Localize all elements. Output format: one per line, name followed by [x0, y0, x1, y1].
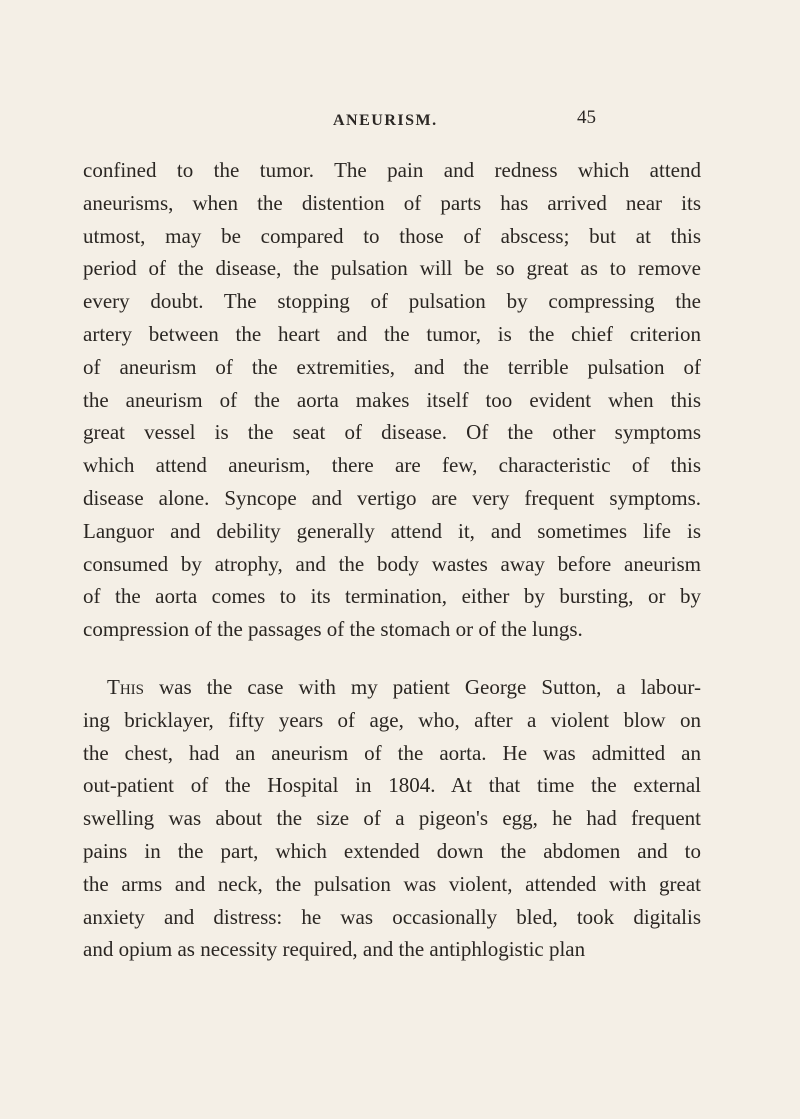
- paragraph-symptoms: [83, 154, 701, 646]
- text-fragment: was the case with my patient George Sutton, a labour-: [144, 675, 701, 699]
- text-line: ing bricklayer, fifty years of age, who, after a violent blow on: [83, 707, 701, 732]
- text-line: period of the disease, the pulsation will be so great as to remove: [83, 256, 701, 281]
- opening-word: This: [107, 675, 144, 699]
- text-line: out-patient of the Hospital in 1804. At that time the external: [83, 773, 701, 798]
- page-number: 45: [577, 107, 596, 128]
- text-line: anxiety and distress: he was occasionally bled, took digitalis: [83, 904, 701, 929]
- text-line: the arms and neck, the pulsation was violent, attended with great: [83, 871, 701, 896]
- text-line: disease alone. Syncope and vertigo are very frequent symptoms.: [83, 485, 701, 510]
- text-line: of the aorta comes to its termination, either by bursting, or by: [83, 584, 701, 609]
- text-line: the chest, had an aneurism of the aorta. He was admitted an: [83, 740, 701, 765]
- running-title: ANEURISM.: [333, 112, 438, 129]
- text-line: every doubt. The stopping of pulsation by compressing the: [83, 289, 701, 314]
- text-line: aneurisms, when the distention of parts has arrived near its: [83, 190, 701, 215]
- text-line: swelling was about the size of a pigeon's egg, he had frequent: [83, 806, 701, 831]
- text-line: pains in the part, which extended down the abdomen and to: [83, 838, 701, 863]
- text-line: great vessel is the seat of disease. Of the other symptoms: [83, 420, 701, 445]
- text-line: [83, 671, 701, 704]
- text-line: consumed by atrophy, and the body wastes away before aneurism: [83, 551, 701, 576]
- text-line: confined to the tumor. The pain and redness which attend: [83, 158, 701, 182]
- text-line: compression of the passages of the stomach or of the lungs.: [83, 617, 583, 642]
- text-line: Languor and debility generally attend it, and sometimes life is: [83, 518, 701, 543]
- paragraph-case-report: [83, 671, 701, 966]
- text-line: artery between the heart and the tumor, is the chief criterion: [83, 321, 701, 346]
- text-line: the aneurism of the aorta makes itself too evident when this: [83, 387, 701, 412]
- text-line: and opium as necessity required, and the antiphlogistic plan: [83, 937, 586, 962]
- text-line: of aneurism of the extremities, and the terrible pulsation of: [83, 354, 701, 379]
- text-line: which attend aneurism, there are few, characteristic of this: [83, 453, 701, 478]
- text-line: utmost, may be compared to those of abscess; but at this: [83, 223, 701, 248]
